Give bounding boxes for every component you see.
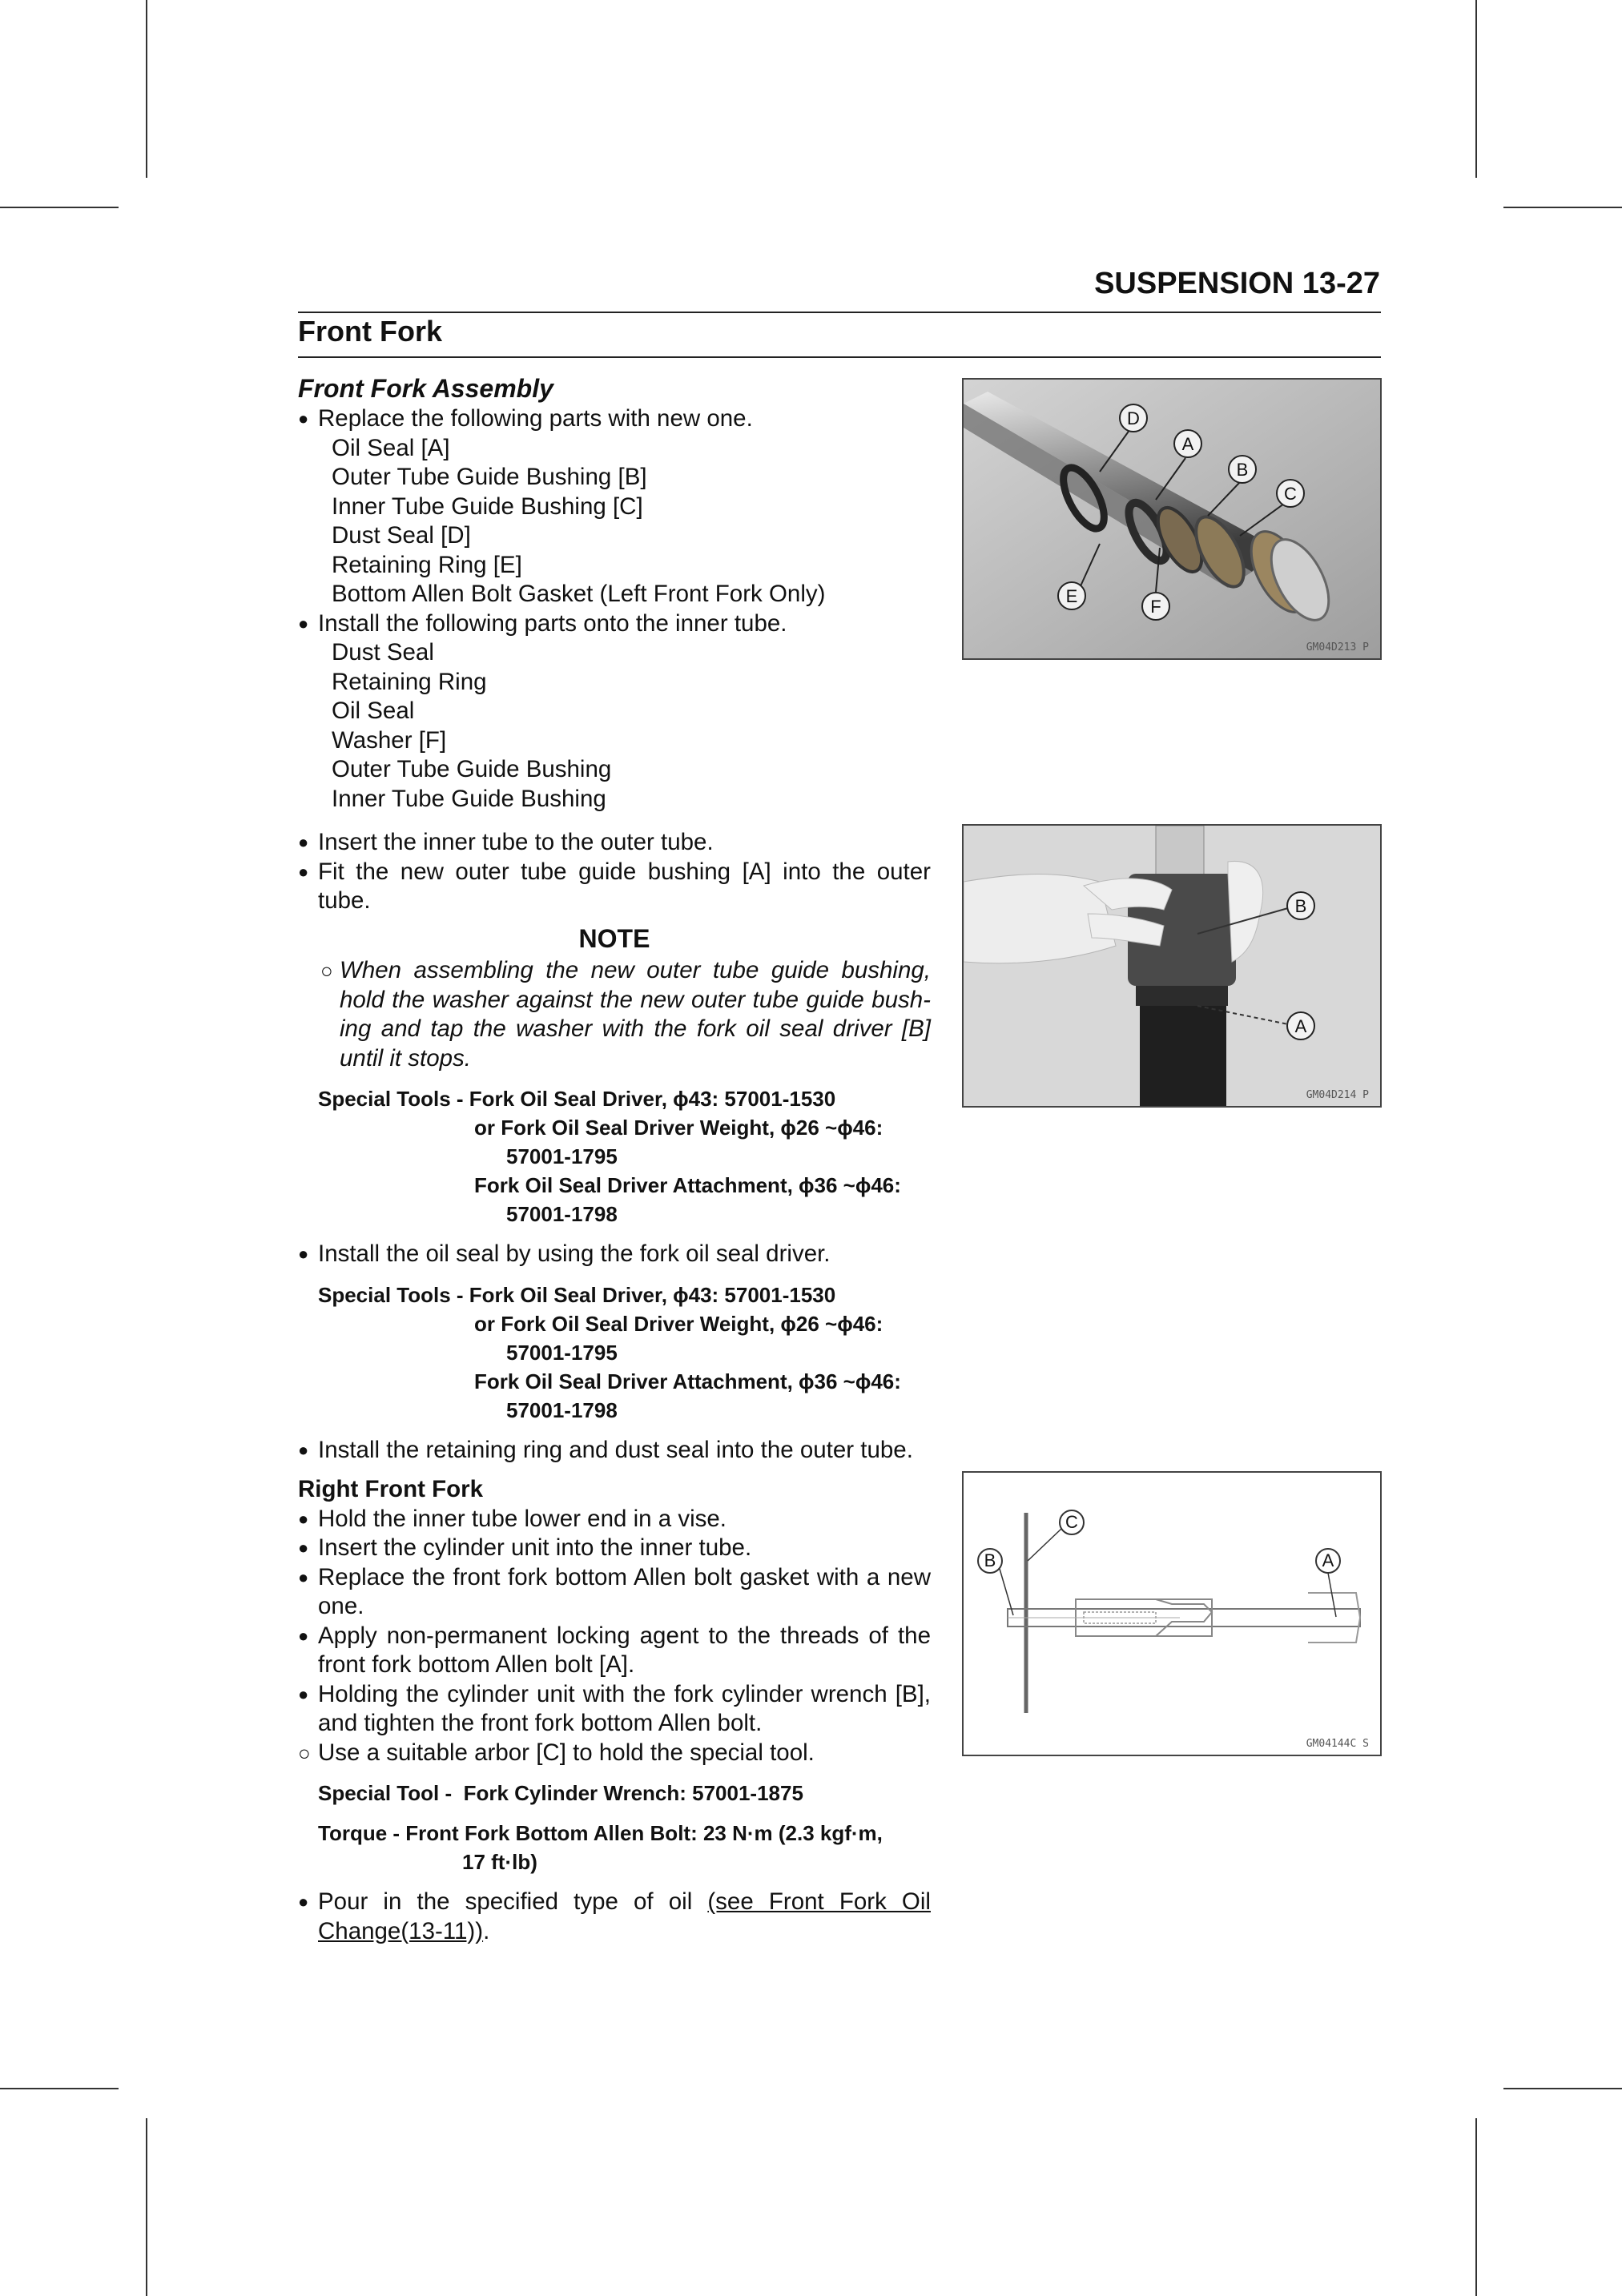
list-item: Dust Seal xyxy=(332,639,434,665)
section-rule xyxy=(298,356,1381,358)
special-tools xyxy=(298,1084,931,1228)
list-item: Inner Tube Guide Bushing xyxy=(332,785,606,812)
torque-value: Front Fork Bottom Allen Bolt: 23 N·m (2.3 kgf·m, xyxy=(405,1821,883,1845)
crop-mark xyxy=(1475,0,1477,178)
list-item: Retaining Ring xyxy=(332,668,487,695)
step-bullet: ● Install the following parts onto the inner tube. xyxy=(298,609,931,639)
fork-tube-illustration xyxy=(964,380,1380,658)
step-bullet: ● Holding the cylinder unit with the fork cylinder wrench [B], and tighten the front fork bottom Allen bolt. xyxy=(298,1680,931,1739)
tools-value: or Fork Oil Seal Driver Weight, ϕ26 ~ϕ46: xyxy=(474,1311,883,1336)
step-bullet: ● Install the retaining ring and dust seal into the outer tube. xyxy=(298,1436,931,1466)
step-text: Pour in the specified type of oil xyxy=(318,1888,708,1915)
figure-code: GM04D213 P xyxy=(1306,641,1369,653)
crop-mark xyxy=(146,2118,147,2296)
tools-value: 57001-1795 xyxy=(506,1144,618,1168)
tools-label: Special Tools - xyxy=(318,1087,464,1111)
tools-label: Special Tools - xyxy=(318,1282,464,1307)
section-title: Front Fork xyxy=(298,315,442,348)
cross-reference-link[interactable]: (see Front Fork Oil Change(13-11)) xyxy=(318,1888,931,1944)
step-bullet: ● Install the oil seal by using the fork oil seal driver. xyxy=(298,1240,931,1269)
tools-value: Fork Oil Seal Driver, ϕ43: 57001-1530 xyxy=(469,1087,836,1111)
crop-mark xyxy=(146,0,147,178)
tools-value: 57001-1795 xyxy=(506,1340,618,1365)
step-bullet: ● Apply non-permanent locking agent to the threads of the front fork bottom Allen bolt [A]. xyxy=(298,1622,931,1680)
figure-cylinder-wrench xyxy=(962,1471,1382,1756)
install-column xyxy=(298,828,931,1465)
figure-code: GM04144C S xyxy=(1306,1738,1369,1750)
crop-mark xyxy=(1475,2118,1477,2296)
note-text: ○ When assembling the new outer tube guide bushing, hold the washer against the new outer tube guide bush-ing and tap the washer with the fork oil seal driver [B] until it stops. xyxy=(298,956,931,1073)
list-item: Dust Seal [D] xyxy=(332,522,471,549)
note-title: NOTE xyxy=(578,923,650,953)
list-item: Outer Tube Guide Bushing [B] xyxy=(332,464,647,490)
callout-label: B xyxy=(1294,896,1307,916)
list-item: Washer [F] xyxy=(332,726,447,754)
callout-label: A xyxy=(1322,1550,1334,1570)
tools-value: Fork Oil Seal Driver, ϕ43: 57001-1530 xyxy=(469,1282,836,1307)
list-item: Bottom Allen Bolt Gasket (Left Front Fork Only) xyxy=(332,581,826,607)
assembly-column xyxy=(298,372,931,814)
tools-value: 57001-1798 xyxy=(506,1202,618,1226)
tools-value: 57001-1798 xyxy=(506,1397,618,1422)
step-bullet: ● Insert the inner tube to the outer tube. xyxy=(298,828,931,858)
crop-mark xyxy=(1503,2088,1622,2089)
callout-label: D xyxy=(1127,408,1140,428)
step-bullet: ● Fit the new outer tube guide bushing [A] into the outer tube. xyxy=(298,858,931,916)
right-fork-column xyxy=(298,1475,931,1946)
special-tools xyxy=(298,1281,931,1425)
special-tool xyxy=(298,1779,931,1807)
sub-step: ○ Use a suitable arbor [C] to hold the special tool. xyxy=(298,1739,931,1768)
guide-bushing-illustration xyxy=(964,826,1380,1106)
crop-mark xyxy=(1503,207,1622,208)
tool-value: Fork Cylinder Wrench: 57001-1875 xyxy=(463,1781,803,1805)
step-bullet xyxy=(298,1888,931,1946)
cylinder-wrench-diagram xyxy=(964,1473,1380,1755)
list-item: Oil Seal xyxy=(332,698,415,724)
callout-label: B xyxy=(984,1550,996,1570)
list-item: Retaining Ring [E] xyxy=(332,551,522,578)
list-item: Inner Tube Guide Bushing [C] xyxy=(332,493,643,520)
crop-mark xyxy=(0,2088,119,2089)
callout-label: A xyxy=(1181,434,1194,454)
callout-label: A xyxy=(1294,1016,1307,1036)
step-bullet: ● Insert the cylinder unit into the inner tube. xyxy=(298,1534,931,1563)
callout-label: F xyxy=(1150,597,1161,617)
tools-value: or Fork Oil Seal Driver Weight, ϕ26 ~ϕ46: xyxy=(474,1116,883,1140)
subsection-title: Right Front Fork xyxy=(298,1476,484,1502)
page-reference: SUSPENSION 13-27 xyxy=(1094,267,1380,300)
torque-value: 17 ft·lb) xyxy=(462,1850,537,1874)
header-rule xyxy=(298,312,1381,313)
tools-value: Fork Oil Seal Driver Attachment, ϕ36 ~ϕ46: xyxy=(474,1173,901,1197)
tools-value: Fork Oil Seal Driver Attachment, ϕ36 ~ϕ46: xyxy=(474,1369,901,1393)
figure-code: GM04D214 P xyxy=(1306,1089,1369,1101)
callout-label: E xyxy=(1065,586,1078,606)
step-bullet: ● Hold the inner tube lower end in a vise. xyxy=(298,1505,931,1534)
figure-guide-bushing-install xyxy=(962,824,1382,1108)
torque-label: Torque - xyxy=(318,1821,400,1845)
subsection-title: Front Fork Assembly xyxy=(298,374,553,403)
callout-label: C xyxy=(1284,484,1297,504)
callout-label: B xyxy=(1236,460,1249,480)
step-text: . xyxy=(483,1917,490,1944)
tool-label: Special Tool - xyxy=(318,1781,453,1805)
torque-spec xyxy=(298,1819,931,1876)
callout-label: C xyxy=(1065,1512,1078,1532)
list-item: Oil Seal [A] xyxy=(332,434,450,461)
step-bullet: ● Replace the front fork bottom Allen bolt gasket with a new one. xyxy=(298,1563,931,1622)
figure-fork-tube-parts xyxy=(962,378,1382,660)
list-item: Outer Tube Guide Bushing xyxy=(332,756,612,782)
step-bullet: ● Replace the following parts with new one. xyxy=(298,404,931,434)
crop-mark xyxy=(0,207,119,208)
